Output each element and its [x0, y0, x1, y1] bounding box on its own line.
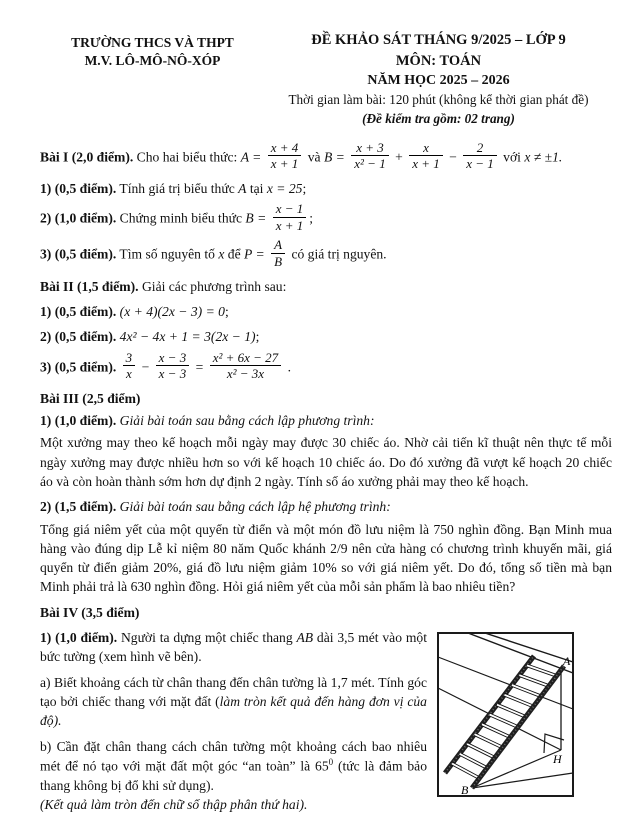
pages-note: (Đề kiểm tra gồm: 02 trang) — [362, 110, 515, 126]
bai4-sub1: 1) (1,0 điểm). Người ta dựng một chiếc thang AB dài 3,5 mét vào một bức tường (xem hình vẽ bên). — [40, 630, 427, 665]
bai2-item1: 1) (0,5 điểm). (x + 4)(2x − 3) = 0; — [40, 303, 229, 319]
ladder-figure-svg — [437, 632, 574, 797]
ladder-figure — [437, 632, 574, 797]
exam-title: ĐỀ KHẢO SÁT THÁNG 9/2025 – LỚP 9 — [311, 32, 566, 48]
ground-line-B-edge — [472, 773, 573, 788]
figure-frame — [438, 633, 573, 796]
beam-line-1 — [485, 633, 573, 662]
bai3-sub2-heading: 2) (1,5 điểm). Giải bài toán sau bằng cách lập hệ phương trình: — [40, 499, 391, 515]
fraction-B3: $\frac{2}{x - 1}$ — [463, 141, 497, 171]
bai1-label: Bài I (2,0 điểm). — [40, 148, 134, 164]
fraction-B2: $\frac{x}{x + 1}$ — [409, 141, 443, 171]
fraction-item2: $\frac{x - 1}{x + 1}$ — [273, 202, 307, 232]
cond-text: với — [503, 148, 521, 164]
and-word: và — [307, 148, 321, 164]
bai3-sub1-heading: 1) (1,0 điểm). Giải bài toán sau bằng cách lập phương trình: — [40, 413, 375, 429]
cond-math: x ≠ ±1. — [524, 148, 563, 164]
fraction-b2f3: $\frac{\text{x² + 6x − 27}}{\text{x² − 3x}}$ — [210, 351, 281, 381]
bai1-item1: 1) (0,5 điểm). Tính giá trị biểu thức A tại x = 25; — [40, 180, 307, 196]
plus-op: + — [395, 148, 403, 164]
fraction-item3: $\frac{A}{B}$ — [271, 238, 285, 268]
bai3-paragraph1: Một xưởng may theo kế hoạch mỗi ngày may được 30 chiếc áo. Nhờ cải tiến kĩ thuật nên thực tế mỗi ngày xưởng may được nhiều hơn so với kế hoạch 10 chiếc áo. Do đó xưởng đã vượt kế hoạch 20 chiếc áo và còn hoàn thành sớm hơn dự định 2 ngày. Tính số áo xưởng phải may theo kế hoạch. — [40, 435, 612, 489]
section-bai3 — [40, 389, 612, 597]
eqB-lhs: B = — [323, 148, 345, 164]
bai4-body — [40, 628, 612, 814]
bai2-item2: 2) (0,5 điểm). 4x² − 4x + 1 = 3(2x − 1); — [40, 329, 260, 345]
school-name-line2: M.V. LÔ-MÔ-NÔ-XÓP — [84, 52, 221, 68]
degree-superscript: 0 — [328, 756, 334, 767]
bai4-part-b: b) Cần đặt chân thang cách chân tường một khoảng cách bao nhiêu mét để nó tạo với mặt đất một góc “an toàn” là $65^0$ (tức là đảm bảo thang không bị đổ khi sử dụng). — [40, 738, 427, 793]
beam-line-2 — [468, 633, 573, 673]
exam-subject: MÔN: TOÁN — [395, 52, 482, 69]
bai1-intro-line — [40, 139, 612, 173]
fraction-b2f2: $\frac{x - 3}{x - 3}$ — [156, 351, 190, 381]
bai3-heading: Bài III (2,5 điểm) — [40, 390, 141, 406]
minus-op: − — [449, 148, 457, 164]
bai1-item3: 3) (0,5 điểm). Tìm số nguyên tố x để P = $\frac{A}{B}$ có giá trị nguyên. — [40, 237, 387, 269]
school-name-line1: TRƯỜNG THCS VÀ THPT — [71, 35, 234, 50]
section-bai2 — [40, 277, 612, 383]
fraction-B1: $\frac{x + 3}{\text{x² − 1}}$ — [351, 141, 388, 171]
section-bai1 — [40, 139, 612, 271]
exam-title-block — [265, 30, 612, 129]
fraction-b2f1: $\frac{3}{x}$ — [123, 351, 136, 381]
bai4-part-a: a) Biết khoảng cách từ chân thang đến chân tường là 1,7 mét. Tính góc tạo bởi chiếc thang với mặt đất (làm tròn kết quả đến hàng đơn vị của độ). — [40, 674, 427, 729]
label-B: B — [461, 783, 469, 798]
fraction-A: $\frac{x + 4}{x + 1}$ — [268, 141, 302, 171]
bai2-heading: Bài II (1,5 điểm). Giải các phương trình sau: — [40, 278, 287, 294]
exam-duration: Thời gian làm bài: 120 phút (không kể thời gian phát đề) — [288, 92, 589, 108]
bai3-paragraph2: Tổng giá niêm yết của một quyển từ điển và một món đồ lưu niệm là 750 nghìn đồng. Bạn Minh mua hàng vào đúng dịp Lễ kỉ niệm 80 năm Quốc khánh 2/9 nên cửa hàng có chương trình khuyến mãi, giá quyển từ điển giảm 20%, giá đồ lưu niệm giảm 10% so với giá niêm yết. Do đó, tổng số tiền mà bạn Minh phải trả là 630 nghìn đồng. Hỏi giá niêm yết của mỗi sản phẩm là bao nhiêu tiền? — [40, 521, 612, 595]
bai1-item2: 2) (1,0 điểm). Chứng minh biểu thức B = $\frac{x - 1}{x + 1}$ ; — [40, 201, 314, 233]
bai1-intro: Cho hai biểu thức: — [136, 148, 238, 164]
school-year: NĂM HỌC 2025 – 2026 — [367, 73, 510, 89]
bai2-item3: 3) (0,5 điểm). $\frac{3}{x}$ − $\frac{x - 3}{x - 3}$ = $\frac{\text{x² + 6x − 27}}{\text{x² − 3x}}$ . — [40, 349, 291, 382]
header — [40, 30, 612, 129]
bai4-rounding-note: (Kết quả làm tròn đến chữ số thập phân thứ hai). — [40, 796, 308, 812]
label-H: H — [553, 752, 562, 767]
eqA-lhs: A = — [240, 148, 262, 164]
section-bai4 — [40, 603, 612, 815]
bai4-heading: Bài IV (3,5 điểm) — [40, 604, 140, 620]
label-A: A — [563, 654, 571, 669]
school-block — [40, 30, 265, 129]
